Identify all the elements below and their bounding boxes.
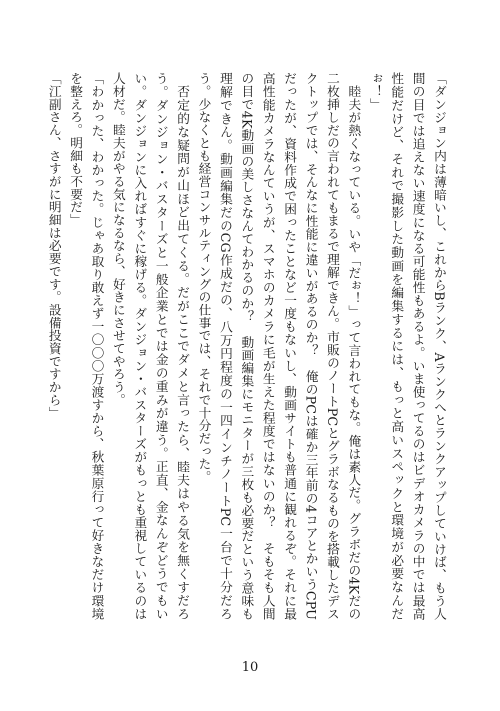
page-number: 10 — [241, 660, 259, 675]
paragraph-1: 「ダンジョン内は薄暗いし、これからBランク、Aランクへとランクアップしていけば、もう人間の目では追えない速度になる可能性もあるよ。いま使ってるのはビデオカメラの中では最高性能だけど、それで撮影した動画を編集するには、もっと高いスペックと環境が必要なんだぉ！」 — [367, 72, 447, 620]
paragraph-4: 「わかった、わかった。じゃあ取り敢えず一〇〇〇万渡すから、秋葉原行って好きなだけ環境を整えろ。明細も不要だ」 — [68, 72, 105, 620]
paragraph-5: 「江副さん、さすがに明細は必要です。設備投資ですから」 — [46, 72, 62, 419]
paragraph-2: 睦夫が熱くなっている。いや「だぉ！」って言われてもな。俺は素人だ。グラボだの4Kだの二枚挿しだの言われてもまるで理解できん。市販のノートPCとグラボなるものを搭載したデスクトップでは、そんなに性能に違いがあるのか？ 俺のPCは確か三年前の4コアとかいうCPUだったが、資料作成で困ったことなど一度もないし、動画サイトも普通に観れるぞ。それに最高性能カメラなんていうが、スマホのカメラに毛が生えた程度ではないのか？ そもそも人間の目で4K動画の美しさなんてわかるのか？ 動画編集にモニターが三枚も必要だという意味も理解できん。動画編集だのCG作成だの、八万円程度の一四インチノートPC一台で十分だろう。少なくとも経営コンサルティングの仕事では、それで十分だった。 — [196, 72, 362, 620]
paragraph-3: 否定的な疑問が山ほど出てくる。だがここでダメと言ったら、睦夫はやる気を無くすだろう。ダンジョン・バスターズと一般企業とでは金の重みが違う。正直、金なんぞどうでもいい。ダンジョンに入ればすぐに稼げる。ダンジョン・バスターズがもっとも重視しているのは人材だ。睦夫がやる気になるなら、好きにさせてやろう。 — [110, 72, 191, 620]
body-text — [45, 72, 450, 620]
